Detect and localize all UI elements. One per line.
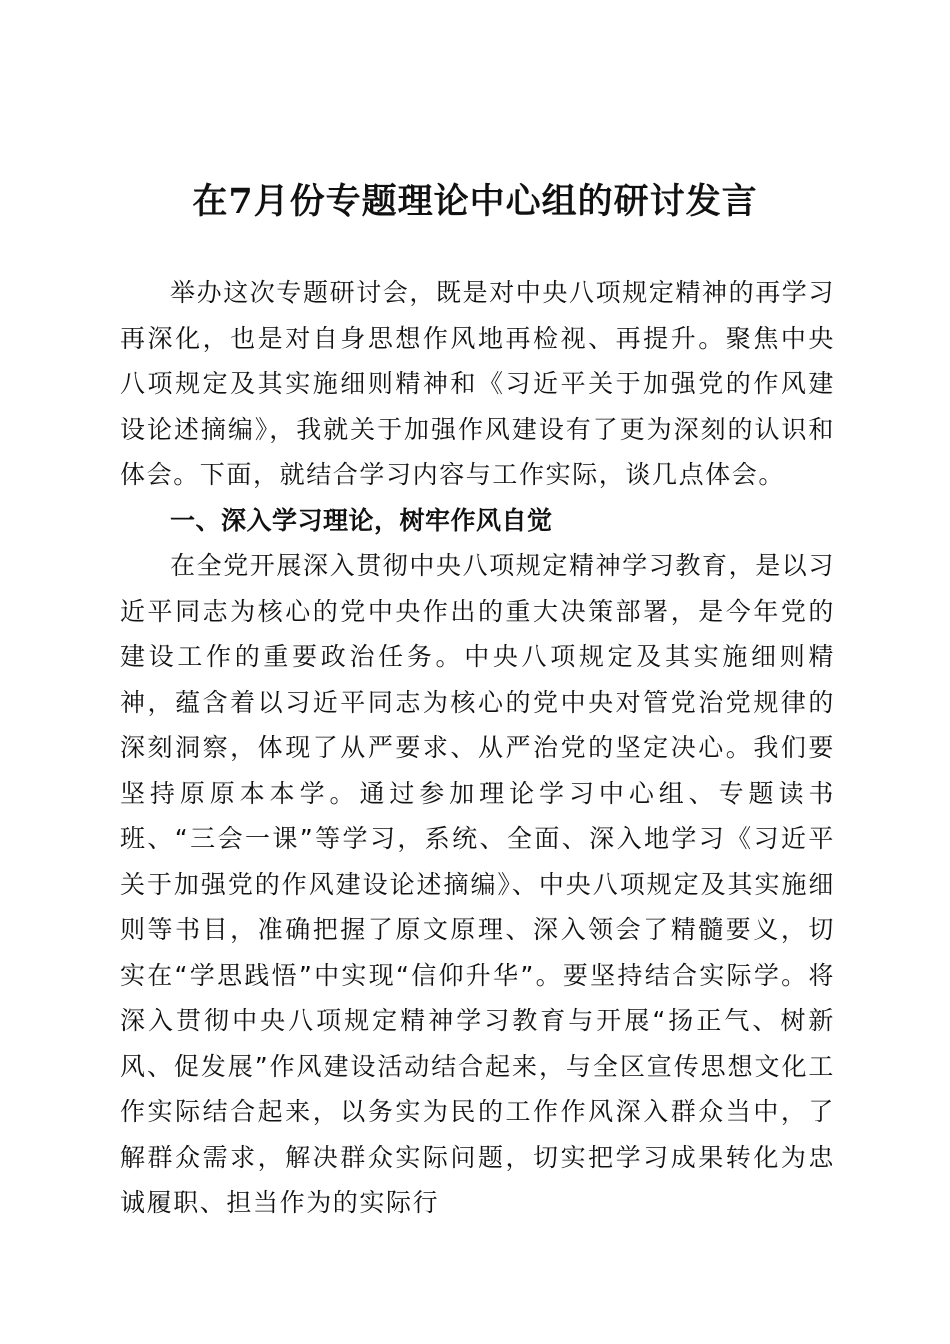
document-body bbox=[120, 270, 835, 1226]
intro-paragraph: 举办这次专题研讨会，既是对中央八项规定精神的再学习再深化，也是对自身思想作风地再检视、再提升。聚焦中央八项规定及其实施细则精神和《习近平关于加强党的作风建设论述摘编》，我就关于加强作风建设有了更为深刻的认识和体会。下面，就结合学习内容与工作实际，谈几点体会。 bbox=[120, 278, 836, 489]
section-heading-1: 一、深入学习理论，树牢作风自觉 bbox=[170, 505, 553, 535]
document-title: 在7月份专题理论中心组的研讨发言 bbox=[192, 181, 758, 222]
section-1-paragraph: 在全党开展深入贯彻中央八项规定精神学习教育，是以习近平同志为核心的党中央作出的重大决策部署，是今年党的建设工作的重要政治任务。中央八项规定及其实施细则精神，蕴含着以习近平同志为核心的党中央对管党治党规律的深刻洞察，体现了从严要求、从严治党的坚定决心。我们要坚持原原本本学。通过参加理论学习中心组、专题读书班、“三会一课”等学习，系统、全面、深入地学习《习近平关于加强党的作风建设论述摘编》、中央八项规定及其实施细则等书目，准确把握了原文原理、深入领会了精髓要义，切实在“学思践悟”中实现“信仰升华”。要坚持结合实际学。将深入贯彻中央八项规定精神学习教育与开展“扬正气、树新风、促发展”作风建设活动结合起来，与全区宣传思想文化工作实际结合起来，以务实为民的工作作风深入群众当中，了解群众需求，解决群众实际问题，切实把学习成果转化为忠诚履职、担当作为的实际行 bbox=[120, 551, 836, 1217]
